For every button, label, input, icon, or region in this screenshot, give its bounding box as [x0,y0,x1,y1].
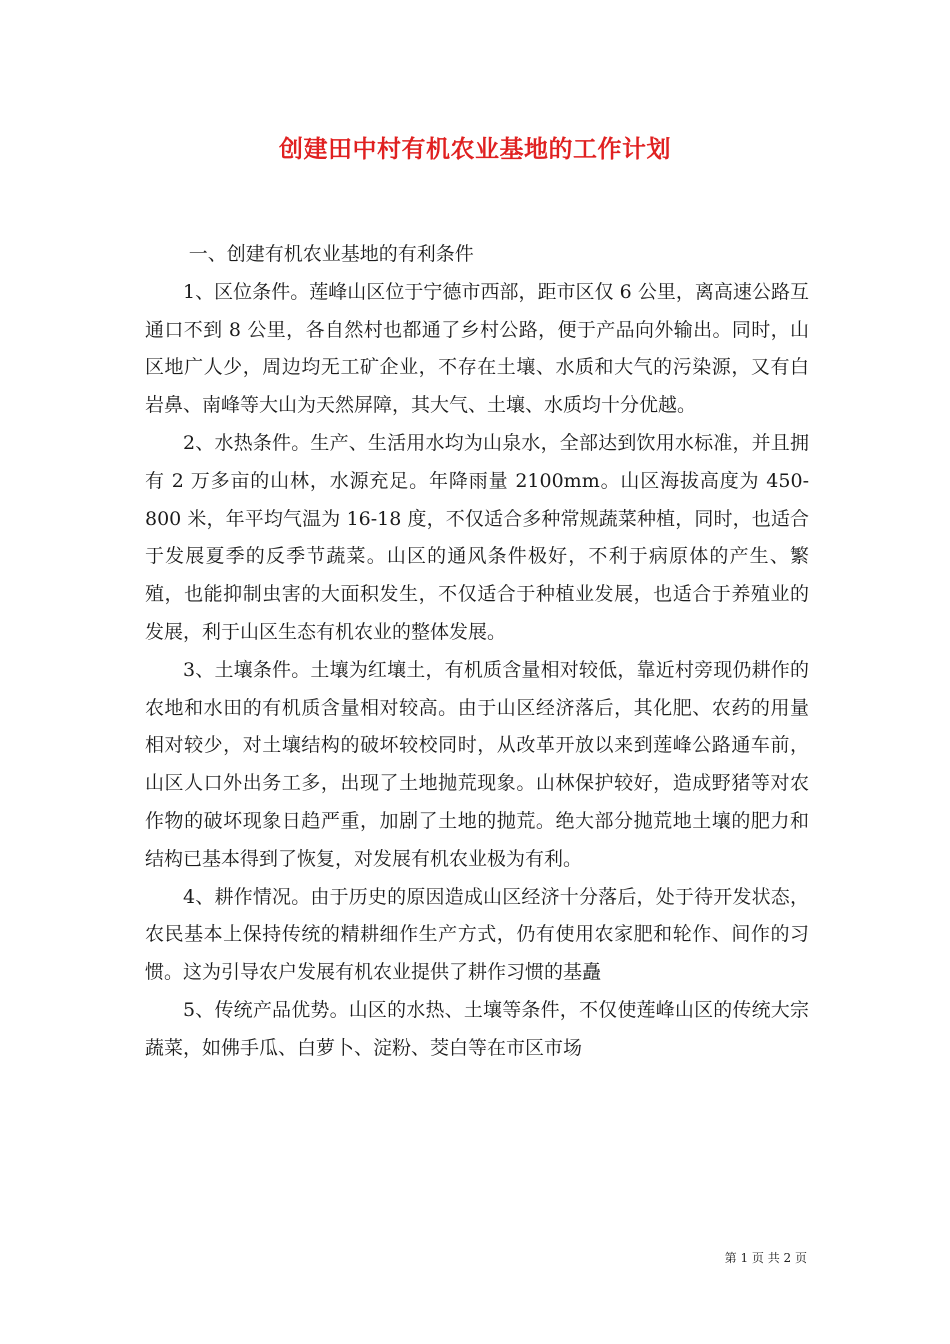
section-heading: 一、创建有机农业基地的有利条件 [188,243,474,265]
paragraph-water-heat: 2、水热条件。生产、生活用水均为山泉水，全部达到饮用水标准，并且拥有 2 万多亩的山林，水源充足。年降雨量 2100mm。山区海拔高度为 450-800 米，年平均气温为 16-18 度，不仅适合多种常规蔬菜种植，同时，也适合于发展夏季的反季节蔬菜。山区的通风条件极好，不利于病原体的产生、繁殖，也能抑制虫害的大面积发生，不仅适合于种植业发展，也适合于养殖业的发展，利于山区生态有机农业的整体发展。 [145,431,809,643]
paragraph-location: 1、区位条件。莲峰山区位于宁德市西部，距市区仅 6 公里，离高速公路互通口不到 8 公里，各自然村也都通了乡村公路，便于产品向外输出。同时，山区地广人少，周边均无工矿企业，不存在土壤、水质和大气的污染源，又有白岩鼻、南峰等大山为天然屏障，其大气、土壤、水质均十分优越。 [145,280,809,417]
page-number: 第 1 页 共 2 页 [724,1251,807,1265]
document-title: 创建田中村有机农业基地的工作计划 [279,135,671,163]
paragraph-soil: 3、土壤条件。土壤为红壤土，有机质含量相对较低，靠近村旁现仍耕作的农地和水田的有机质含量相对较高。由于山区经济落后，其化肥、农药的用量相对较少，对土壤结构的破坏较校同时，从改革开放以来到莲峰公路通车前，山区人口外出务工多，出现了土地抛荒现象。山林保护较好，造成野猪等对农作物的破坏现象日趋严重，加剧了土地的抛荒。绝大部分抛荒地土壤的肥力和结构已基本得到了恢复，对发展有机农业极为有利。 [145,658,809,870]
document-body [145,236,809,1068]
paragraph-products: 5、传统产品优势。山区的水热、土壤等条件，不仅使莲峰山区的传统大宗蔬菜，如佛手瓜、白萝卜、淀粉、茭白等在市区市场 [145,998,809,1059]
paragraph-farming: 4、耕作情况。由于历史的原因造成山区经济十分落后，处于待开发状态，农民基本上保持传统的精耕细作生产方式，仍有使用农家肥和轮作、间作的习惯。这为引导农户发展有机农业提供了耕作习惯的基矗 [145,885,809,984]
